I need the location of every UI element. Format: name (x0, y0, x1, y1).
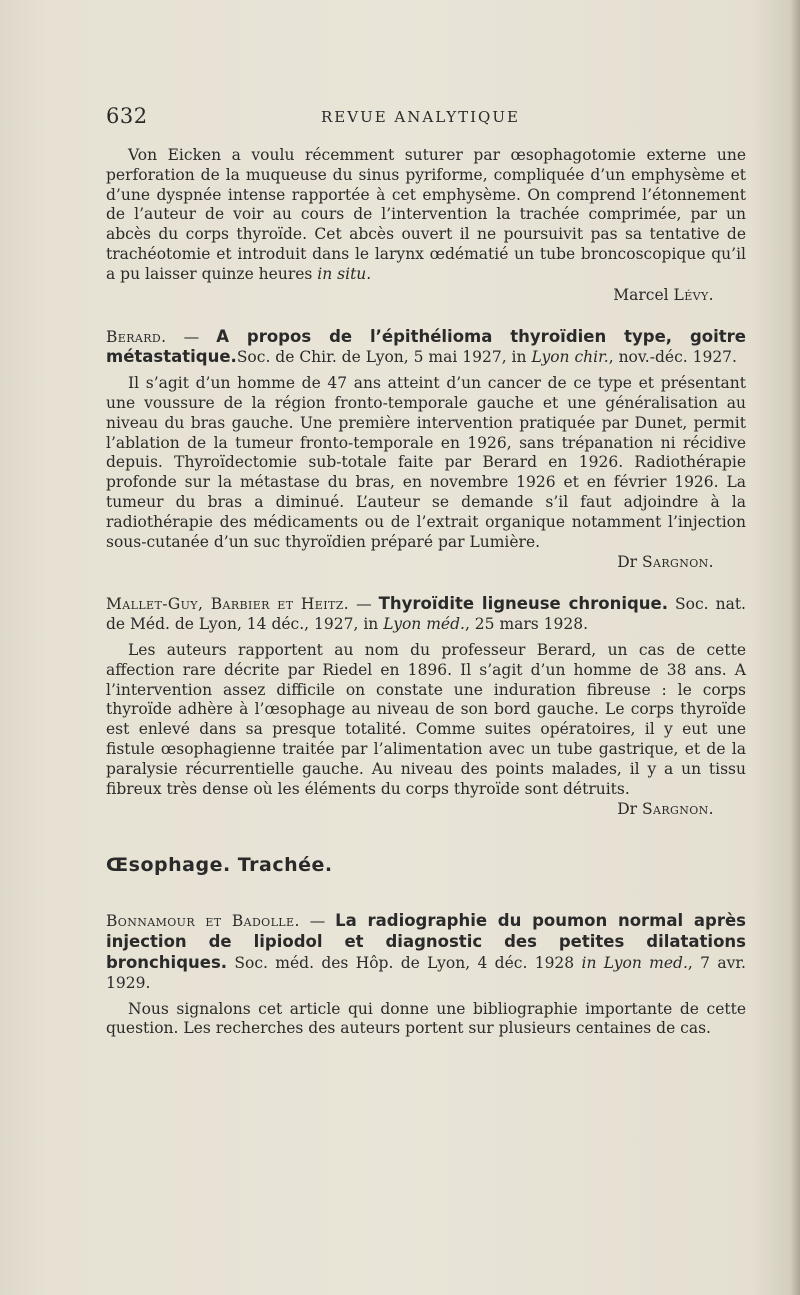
entry1-dash: — (166, 327, 217, 346)
entry1-signature-name: Sargnon. (641, 553, 714, 572)
section-heading: Œsophage. Trachée. (106, 854, 333, 877)
entry2-dash: — (349, 595, 379, 614)
entry0-signature-first: Marcel (613, 285, 674, 304)
entry0-body (106, 146, 746, 285)
entry1-citation-after: , nov.-déc. 1927. (608, 348, 737, 367)
entry3-authors: Bonnamour et Badolle. (106, 912, 300, 931)
page-header (106, 104, 746, 132)
entry3-citation-before: Soc. méd. des Hôp. de Lyon, 4 déc. 1928 (227, 953, 582, 972)
entry0-signature (106, 285, 746, 305)
entry2-citation-journal: Lyon méd. (383, 615, 465, 634)
entry1-citation-before: Soc. de Chir. de Lyon, 5 mai 1927, in (236, 348, 532, 367)
entry2-citation-before: Soc. nat. de Méd. de Lyon, 14 déc., 1927, in (106, 595, 746, 634)
entry2-body: Les auteurs rapportent au nom du professeur Berard, un cas de cette affection rare décrite par Riedel en 1896. Il s’agit d’un homme de 38 ans. A l’intervention assez difficile on constate une induration fibreuse : le corps thyroïde adhère à l’œsophage au niveau de son bord gauche. Le corps thyroïde est enlevé dans sa presque totalité. Comme suites opératoires, il y eut une fistule œsophagienne traitée par l’alimentation avec un tube gastrique, et de la paralysie récurrentielle gauche. Au niveau des points malades, il y a un tissu fibreux très dense où les éléments du corps thyroïde sont détruits. (106, 640, 746, 798)
page-edge-shadow (790, 0, 800, 1295)
entry1-reference (106, 327, 746, 369)
entry3-title: La radiographie du poumon normal après injection de lipiodol et diagnostic des petites dilatations bronchiques. (106, 911, 746, 972)
page-number: 632 (106, 104, 148, 128)
entry1-title: A propos de l’épithélioma thyroïdien type, goitre métastatique. (106, 326, 746, 367)
entry0-body-italic: in situ. (317, 264, 372, 283)
entry2-citation-after: , 25 mars 1928. (464, 615, 589, 634)
page-content (106, 146, 746, 1039)
entry2-reference (106, 594, 746, 635)
entry3-body: Nous signalons cet article qui donne une bibliographie importante de cette question. Les recherches des auteurs portent sur plusieurs centaines de cas. (106, 999, 746, 1038)
entry3-citation-after: , 7 avr. 1929. (106, 953, 746, 992)
entry2-signature-name: Sargnon. (641, 800, 714, 819)
entry2-title: Thyroïdite ligneuse chronique. (378, 594, 668, 614)
entry3-citation-in: in (581, 953, 597, 972)
running-head: REVUE ANALYTIQUE (321, 108, 520, 126)
entry1-signature (106, 552, 746, 572)
entry3-reference (106, 911, 746, 993)
entry0-signature-last: Lévy. (673, 285, 714, 304)
entry2-signature-prefix: Dr (617, 800, 642, 819)
entry0-body-text: Von Eicken a voulu récemment suturer par œsophagotomie externe une perforation de la muqueuse du sinus pyriforme, compliquée d’un emphysème et d’une dyspnée intense rapportée à cet emphysème. On comprend l’étonnement de l’auteur de voir au cours de l’intervention la trachée comprimée, par un abcès du corps thyroïde. Cet abcès ouvert il ne poursuivit pas sa tentative de trachéotomie et introduit dans le larynx œdématié un tube broncoscopique qu’il a pu laisser quinze heures (106, 146, 746, 283)
entry2-signature (106, 799, 746, 819)
entry1-citation-journal: Lyon chir. (531, 348, 609, 367)
entry1-signature-prefix: Dr (617, 553, 642, 572)
entry2-authors: Mallet-Guy, Barbier et Heitz. (106, 595, 350, 614)
entry1-body: Il s’agit d’un homme de 47 ans atteint d’un cancer de ce type et présentant une voussure de la région fronto-temporale gauche et une généralisation au niveau du bras gauche. Une première intervention pratiquée par Dunet, permit l’ablation de la tumeur fronto-temporale en 1926, sans trépanation ni récidive depuis. Thyroïdectomie sub-totale faite par Berard en 1926. Radiothérapie profonde sur la métastase du bras, en novembre 1926 et en février 1926. La tumeur du bras a diminué. L’auteur se demande s’il faut adjoindre à la radiothérapie des médicaments ou de l’extrait organique notamment l’injection sous-cutanée d’un suc thyroïdien préparé par Lumière. (106, 374, 746, 551)
entry3-citation-journal: Lyon med. (603, 953, 688, 972)
entry3-citation-space (596, 954, 603, 972)
entry1-authors: Berard. (106, 327, 167, 346)
entry3-dash: — (299, 912, 336, 931)
